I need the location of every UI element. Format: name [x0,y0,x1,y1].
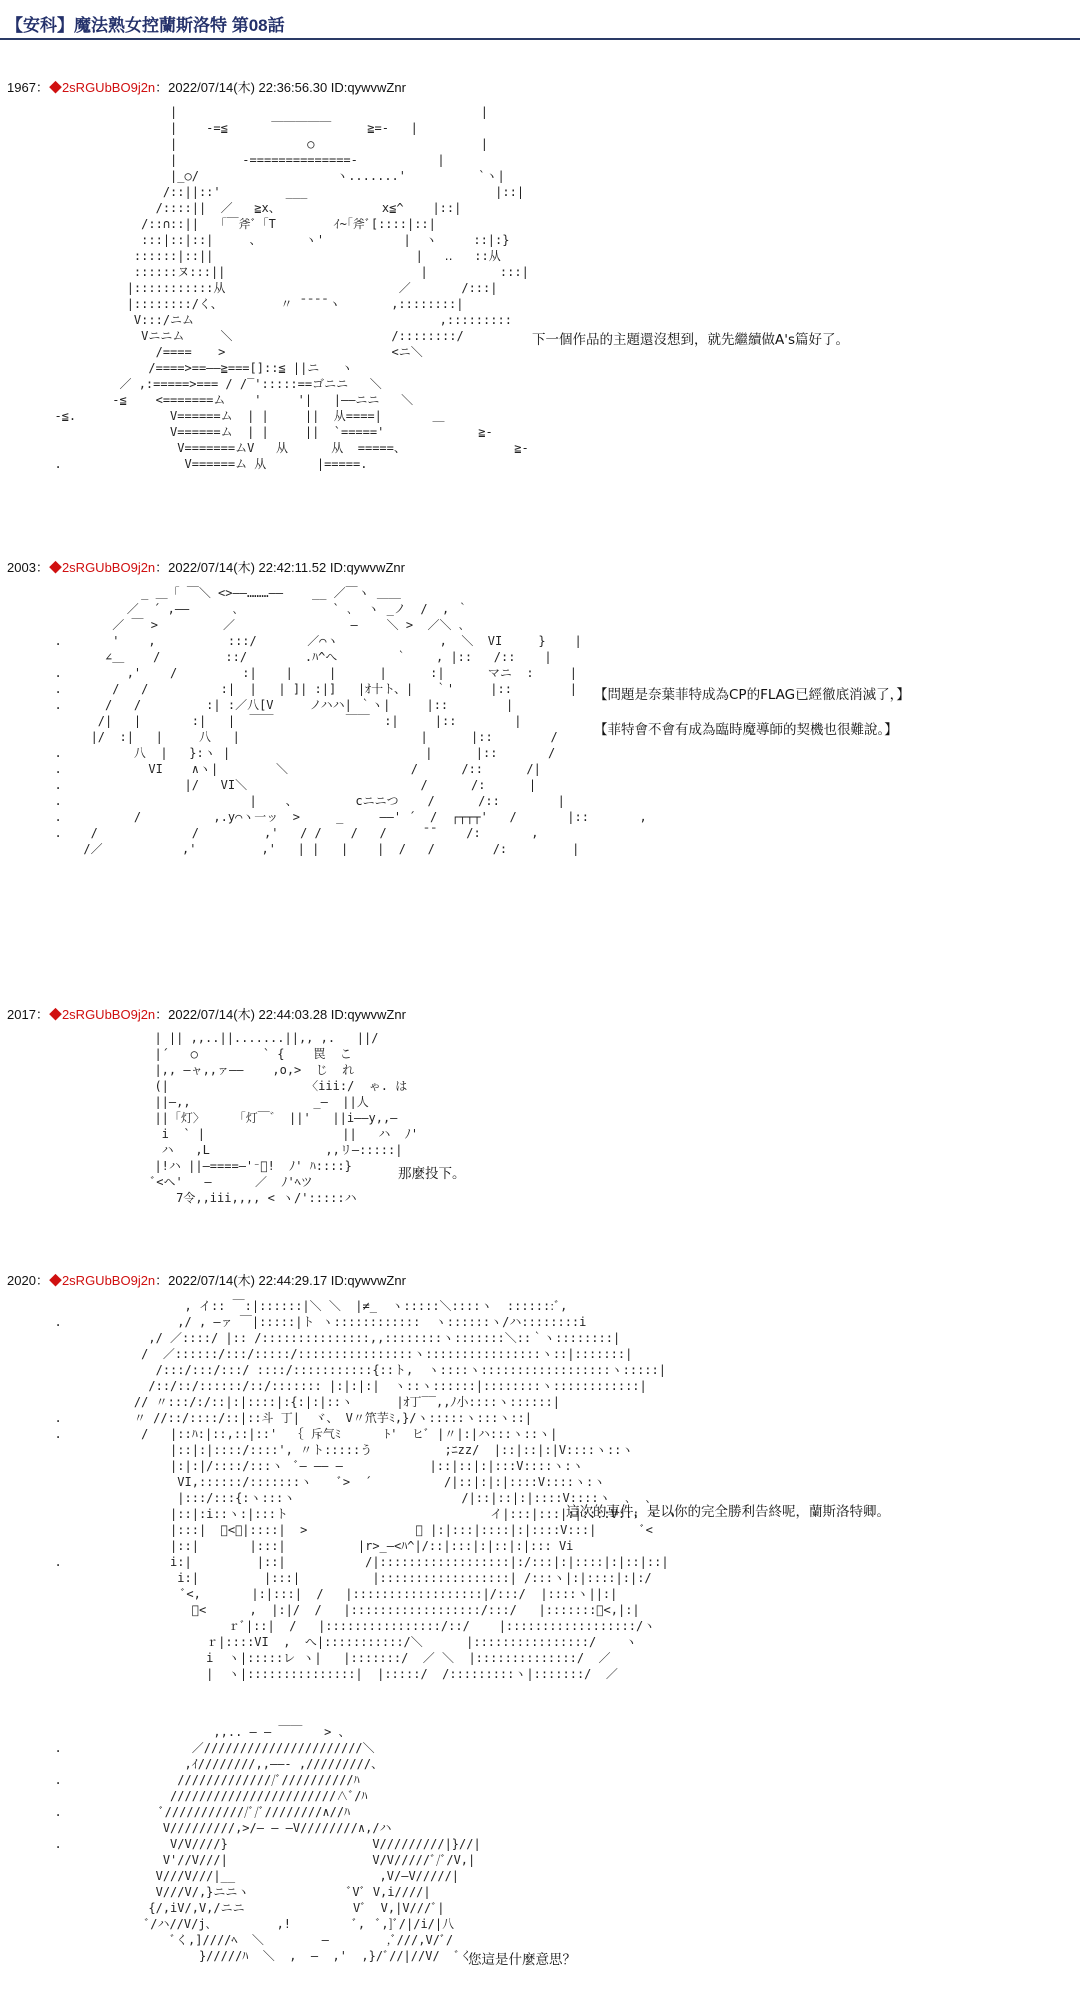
dialog-line: 您這是什麼意思？ [468,1952,576,1968]
post-header: 2017：◆2sRGUbBO9j2n：2022/07/14(木) 22:44:03.28 ID:qywvwZnr [7,1007,406,1022]
dialog-line: 下一個作品的主題還沒想到，就先繼續做A's篇好了。 [532,332,849,348]
trip-mark: ◆ [48,1273,62,1288]
post-header: 2020：◆2sRGUbBO9j2n：2022/07/14(木) 22:44:29.17 ID:qywvwZnr [7,1273,406,1288]
dialog-line: 【菲特會不會有成為臨時魔導師的契機也很難說。】 [594,722,898,738]
trip-mark: ◆ [48,80,62,95]
post-meta: ：2022/07/14(木) 22:36:56.30 ID:qywvwZnr [155,80,406,95]
dialog-line: 【問題是奈葉菲特成為CP的FLAG已經徹底消滅了，】 [594,687,910,703]
ascii-art: | || ,,..||.......||,, ,. ||/ |´ ○ ` { 罠 こ |,, ‒ャ,,ァ‒‒ ,o,> じ れ (| 〈iii:/ ゃ. は ||‒,, _‒ ||人 ||「灯〉 「灯￣゛ ||' ||i‒‒y,,‒ i ` | || ハ ﾉ' ハ ,L ,,リ‒:::::| |!ハ ||‒====‒'⁻ﾞ! ﾉ' ﾊ::::} ﾞ<ヘ' ‒ ／ ﾉ'ﾍツ 7令,,iii,,,, < ヽ/':::::ハ [147,1031,419,1205]
trip-mark: ◆ [48,560,62,575]
trip-code[interactable]: 2sRGUbBO9j2n [61,1007,156,1022]
trip-mark: ◆ [48,1007,62,1022]
ascii-art: | | | -=≦ ￣￣￣￣￣ ≧=- | | ○ | | -==============- | |_○/ ヽ.......' `ヽ| /::||::' ___ |::| /::::|| ／ ≧x、 x≦^ |::| /::∩::|| ｢￣斧ﾞ「T ｲ~｢斧ﾞ[::::|::| :::|::|::| 、 ヽ' | ヽ ::|:} ::::::|::|| | ‥ ::从 ::::::ヌ:::|| | :::| |:::::::::::从 ／ /:::| |::::::::/く、 〃 ̄ ̄ ̄ ̄ ヽ ,::::::::| V:::/ニム ,::::::::: Vニニム ＼ /::::::::/ /==== > <ニ＼ /====>==‒‒≧===[]::≦ ||ニ ヽ ／ ,:=====>=== / /‾':::::==ゴニニ ＼ -≦ <=======ム ' '| |‒‒ニニ ＼ -≦. V======ム | | || 从====| ＿ V======ム | | || `=====' ≧- V=======ムV 从 从 =====、 ≧- . V======ム 从 |=====. [54,105,529,471]
trip-code[interactable]: 2sRGUbBO9j2n [61,1273,156,1288]
page-title: 【安科】魔法熟女控蘭斯洛特 第08話 [0,0,1080,40]
post-meta: ：2022/07/14(木) 22:44:29.17 ID:qywvwZnr [155,1273,406,1288]
post-number: 2020 [7,1273,36,1288]
ascii-art: ,,.. ‒ ‒ ￣￣ > 、 . ／//////////////////////＼ ,ｲ////////,,‒‒- ,/////////、 . //////////////ﾞ//////////ﾊ ///////////////////////∧ﾞ/ﾊ . ﾞ////////////ﾞ/ﾞ////////∧//ﾊ V/////////,>/‒ ‒ ‒V////////∧,/ハ . V/V////} V/////////|}//| V'//V///| V/V/////ﾞ/ﾞ/V,| V///V///|__ ,V/‒V/////| V///V/,}ニニヽ ﾞVﾞ V,i////| {/,iV/,V,/ニニ Vﾞ V,|V///ﾞ| ﾞ/ハ//V/j､ ,! ﾞ, ﾞ,]ﾞ/|/i/|八 ﾞく,]////ﾍ ＼ ‒ ,ﾞ///,V/ﾞ/ }/////ﾊ ＼ , ‒ ,' ,}/ﾞ//|//V/ ﾞく [54,1725,481,1963]
post-header: 1967：◆2sRGUbBO9j2n：2022/07/14(木) 22:36:56.30 ID:qywvwZnr [7,80,406,95]
dialog-line: 那麼投下。 [398,1166,466,1182]
trip-code[interactable]: 2sRGUbBO9j2n [61,560,156,575]
post-header: 2003：◆2sRGUbBO9j2n：2022/07/14(木) 22:42:11.52 ID:qywvwZnr [7,560,405,575]
post-meta: ：2022/07/14(木) 22:42:11.52 ID:qywvwZnr [155,560,405,575]
post-number: 1967 [7,80,36,95]
post-meta: ：2022/07/14(木) 22:44:03.28 ID:qywvwZnr [155,1007,406,1022]
ascii-art: , イ:: ￣:|::::::|＼ ＼ |≠_ ヽ:::::＼::::ヽ :::::::ﾞ, . ,/ , ‒ァ ￣|:::::|ト ヽ:::::::::::: ヽ::::::ヽ/ハ::::::::i ,/ ／::::/ |:: /:::::::::::::::,,::::::::ヽ:::::::＼::｀ヽ::::::::| / ／::::::/:::/:::::/::::::::::::::::ヽ::::::::::::::::ヽ::|:::::::| /:::/:::/:::/ ::::/:::::::::::{::ト, ヽ::::ヽ::::::::::::::::::ヽ:::::| /::/::/::::::/::/::::::: |:|:|:| ヽ::ヽ::::::|::::::::ヽ::::::::::::| // 〃:::/:/::|:|::::|:{:|:|::ヽ |ｵ丁‾‾,,ﾉ小::::ヽ::::::| . 〃 //::/::::/::|::斗 丁| ヾ、 V〃笊芋ﾐ,}/ヽ:::::ヽ:::ヽ::| . / |::ﾊ:|::,::|::' ｛ 斥气ﾐ ﾄ' ヒﾞ |〃|:|ハ:::ヽ::ヽ| |::|:|::::/::::', 〃ト:::::う ;ﾆzz/ |::|::|:|V::::ヽ::ヽ |:|:|/::::/:::ヽ ﾞ‒ ‒‒ ‒ |::|::|:|:::V::::ヽ:ヽ VI,::::::/:::::::ヽ ﾞ> ´ /|::|:|:|::::V::::ヽ:ヽ |:::/:::{:ヽ:::ヽ /|::|::|:|::::V::::ヽ ､ ､ |::|:i::ヽ:|:::ト イ|:::|:::|:|::::V::: ヽ ヽ |:::| ﾞ<、|::::| > ／ |:|:::|::::|:|::::V:::| ﾞ< |::| |:::| |r>_‒<ﾊ^|/::|:::|:|::|:|::: Vi . i:| |::| /|::::::::::::::::::|:/:::|:|::::|:|::|::| i:| |:::| |::::::::::::::::::| /:::ヽ|:|::::|:|:/ ﾞ<, |:|:::| / |::::::::::::::::::|/:::/ |::::ヽ||:| ﾞ< , |:|/ / |::::::::::::::::::/:::/ |:::::::ﾞ<,|:| ｒﾞ|::| / |::::::::::::::::/::/ |::::::::::::::::::/ヽ ｒ|::::VI , へ|:::::::::::/＼ |::::::::::::::::/ ヽ i ヽ|:::::レ ヽ| |:::::::/ ／ ＼ |::::::::::::::/ ／ | ヽ|:::::::::::::::| |:::::/ /:::::::::ヽ|:::::::/ ／ [54,1299,678,1681]
dialog-line: 這次的事件，是以你的完全勝利告終呢，蘭斯洛特卿。 [566,1504,890,1520]
trip-code[interactable]: 2sRGUbBO9j2n [61,80,156,95]
ascii-art: _ ＿「 ￣＼ <>‒‒………‒‒ __ ／￣ヽ ＿＿ ／ ´ ,‒‒ ､ ` ､ ヽ _ノ / , ｀ ／ ￣ > ／ ‒ ＼ > ／＼ ､ . ' , :::/ ／⌒ヽ , ＼ VI } | ∠＿ / ::/ .ﾊ^へ ｀ , |:: /:: | . ,' / :| | | | :| マニ : | . / / :| | | ]| :|] |ｵ十ト、| ｀' |:: | . / / :| :／八[V ノハハ| ｀ヽ| |:: | /| | :| | ￣￣ ￣￣ :| |:: | |/ :| | 八 | | |:: / . 八 | }:ヽ | | |:: / . VI ∧ヽ| ＼ / /:: /| . |/ VI＼ / /: | . | 、 cニニつ / /:: | . / ,.y⌒ヽ一ッ > _ ‒‒' ´ / ┌┬┬┬' / |:: , . / / ,' / / / / ̄ ̄ /: , /／ ,' ,' | | | | / / /: | [54,586,647,856]
post-number: 2003 [7,560,36,575]
post-number: 2017 [7,1007,36,1022]
